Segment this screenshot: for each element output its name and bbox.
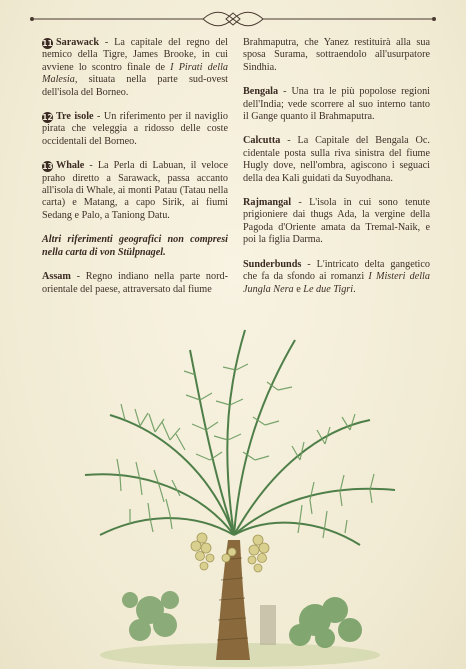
entry-sunderbunds: Sunderbunds - L'intricato delta gangetico che fa da sfondo ai romanzi I Misteri della Jungla Nera e Le due Tigri.	[243, 258, 430, 295]
entry-tre-isole: 12 Tre isole - Un riferimento per il naviglio pirata che veleggia a ridosso delle coste occidentali del Borneo.	[42, 111, 228, 147]
number-badge: 12	[42, 113, 53, 123]
entry-whale: 13 Whale - La Perla di Labuan, il veloce praho diretto a Sarawack, passa accanto all'isola di Whale, ai monti Patau (Tatau nella carta) e Matang, a capo Sirik, ai fiumi Sedang e Palo, a Taniong Datu.	[42, 160, 228, 221]
entry-term: Tre isole	[56, 111, 94, 123]
ornament-divider	[28, 8, 438, 30]
palm-fronds	[85, 330, 395, 545]
entry-calcutta: Calcutta - La Capitale del Bengala Oc. cidentale posta sulla riva sinistra del fiume Hugly dove, nell'ombra, agiscono i seguaci della dea Kalì guidati da Suyodhana.	[243, 135, 430, 184]
palm-tree-illustration	[70, 320, 410, 669]
entry-term: Bengala	[243, 86, 279, 98]
entry-term: Sarawack	[56, 37, 100, 48]
right-column	[243, 37, 430, 308]
section-heading: Altri riferimenti geografici non compresi nella carta di von Stülpnagel.	[42, 234, 228, 258]
number-badge: 11	[42, 39, 53, 48]
entry-rajmangal: Rajmangal - L'isola in cui sono tenute prigioniere dai thugs Ada, la vergine della Pagoda d'Oriente amata da Tremal-Naik, e poi la figlia Darma.	[243, 197, 430, 246]
entry-assam-continued: Brahmaputra, che Yanez restituirà alla sua sposa Surama, sottraendolo all'usurpatore Sindhia.	[243, 37, 430, 73]
entry-term: Sunderbunds	[243, 258, 302, 270]
entry-sarawack: 11 Sarawack - La capitale del regno del nemico della Tigre, James Brooke, in cui avviene lo scontro finale de I Pirati della Malesia, situata nella parte sud-ovest dell'isola del Borneo.	[42, 37, 228, 98]
entry-assam: Assam - Regno indiano nella parte nord-orientale del paese, attraversato dal fiume	[42, 271, 228, 295]
palm-leaflets	[117, 364, 374, 538]
entry-term: Rajmangal	[243, 197, 292, 209]
shrub-right	[289, 597, 362, 648]
entry-term: Assam	[42, 271, 71, 283]
left-column	[42, 37, 228, 308]
shrub-left	[122, 591, 179, 641]
entry-bengala: Bengala - Una tra le più popolose regioni dell'India; vede scorrere al suo interno tanto il Gange quanto il Brahmaputra.	[243, 86, 430, 123]
entry-term: Calcutta	[243, 135, 281, 147]
number-badge: 13	[42, 162, 53, 172]
entry-term: Whale	[56, 160, 85, 172]
